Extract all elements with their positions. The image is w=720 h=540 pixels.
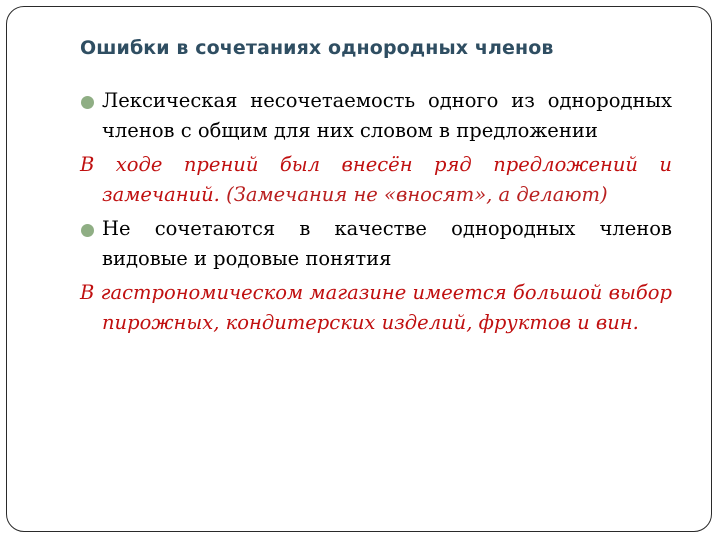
slide-title: Ошибки в сочетаниях однородных членов	[80, 37, 554, 59]
bullet-text: Лексическая несочетаемость одного из однородных членов с общим для них словом в предложении	[102, 89, 672, 142]
bullet-dot-icon	[81, 96, 94, 109]
bullet-text: Не сочетаются в качестве однородных членов видовые и родовые понятия	[102, 217, 672, 270]
slide-content	[80, 86, 672, 338]
example-text: В гастрономическом магазине имеется большой выбор пирожных, кондитерских изделий, фруктов и вин.	[80, 281, 672, 334]
example-note: (Замечания не «вносят», а делают)	[226, 183, 608, 206]
bullet-item-lexical	[80, 86, 672, 146]
example-item-1	[80, 150, 672, 210]
example-item-2	[80, 278, 672, 338]
example-text: В ходе прений был внесён ряд предложений и замечаний.	[80, 153, 672, 206]
bullet-dot-icon	[81, 224, 94, 237]
bullet-item-generic-specific	[80, 214, 672, 274]
